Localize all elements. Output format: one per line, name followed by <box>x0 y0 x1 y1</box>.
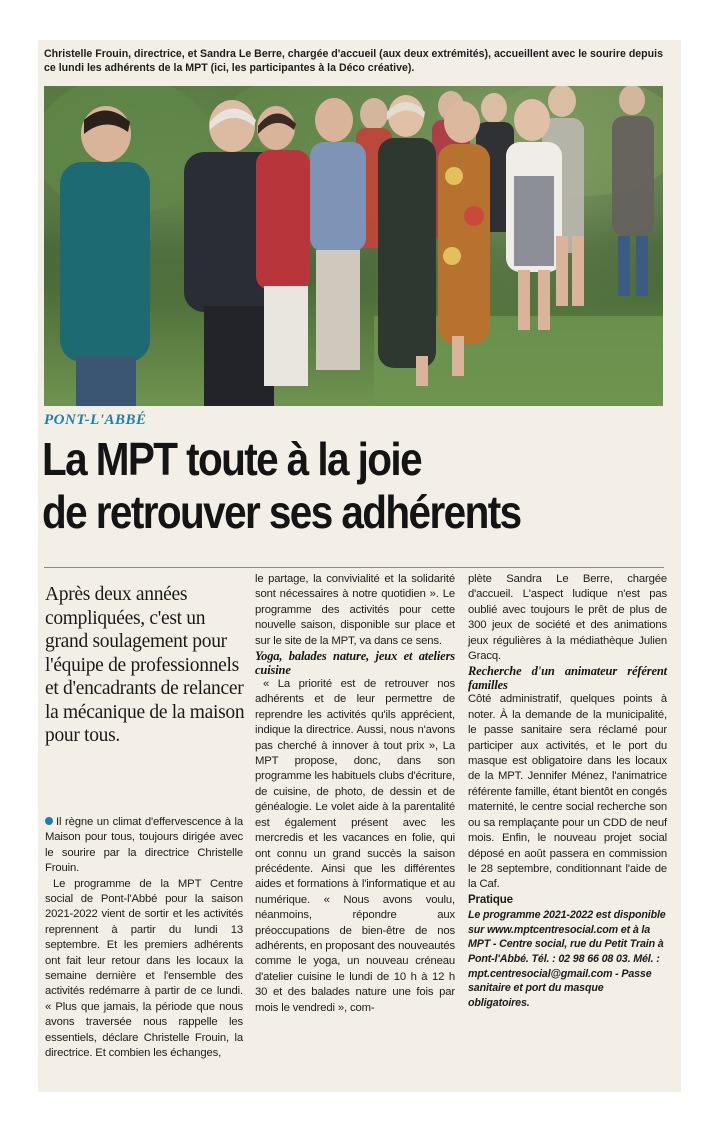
headline <box>42 433 605 539</box>
pratique-info: Le programme 2021-2022 est disponible sur www.mptcentresocial.com et à la MPT - Centre social, rue du Petit Train à Pont-l'Abbé. Tél. : 02 98 66 08 03. Mél. : mpt.centresocial@gmail.com - Passe sanitaire et port du masque obligatoires. <box>468 909 666 1009</box>
pratique-title: Pratique <box>468 893 513 906</box>
subheading-recherche: Recherche d'un animateur référent familles <box>468 664 667 693</box>
paragraph: le partage, la convivialité et la solidarité sont nécessaires à notre quotidien ». Le programme des activités pour cette nouvelle saison, disponible sur place et sur le site de la MPT, va dans ce sens. <box>255 573 455 647</box>
paragraph: Il règne un climat d'effervescence à la Maison pour tous, toujours dirigée avec le sourire par la directrice Christelle Frouin. <box>45 816 243 875</box>
paragraph: plète Sandra Le Berre, chargée d'accueil. L'aspect ludique n'est pas oublié avec toujours le prêt de plus de 300 jeux de société et des animations jeux régulières à la médiathèque Julien Gracq. <box>468 573 667 663</box>
group-photo <box>44 86 663 406</box>
bullet-icon <box>45 817 53 825</box>
headline-line-2: de retrouver ses adhérents <box>42 486 521 538</box>
article-column-1 <box>45 815 243 1062</box>
section-label: PONT-L'ABBÉ <box>44 412 147 428</box>
paragraph: Côté administratif, quelques points à noter. À la demande de la municipalité, le passe sanitaire sera réclamé pour participer aux activités, et le port du masque est obligatoire dans les locaux de la MPT. Jennifer Ménez, l'animatrice référente famille, étant bientôt en congés maternité, le centre social recherche son ou sa remplaçante pour un CDD de neuf mois. Enfin, le nouveau projet social déposé en août passera en commission le 28 septembre, conditionnant l'aide de la Caf. <box>468 693 667 891</box>
subheading-yoga: Yoga, balades nature, jeux et ateliers cuisine <box>255 649 455 678</box>
paragraph: Le programme de la MPT Centre social de Pont-l'Abbé pour la saison 2021-2022 vient de sortir et les activités reprennent à partir du lundi 13 septembre. Et les premiers adhérents ont fait leur retour dans les locaux la semaine dernière et l'ensemble des activités redémarre à partir de ce lundi. « Plus que jamais, la période que nous avons traversée nous rappelle les essentiels, déclare Christelle Frouin, la directrice. Et combien les échanges, <box>45 877 243 1060</box>
lead-paragraph: Après deux années compliquées, c'est un grand soulagement pour l'équipe de professionnels et d'encadrants de relancer la mécanique de la maison pour tous. <box>45 584 245 746</box>
headline-divider <box>44 567 664 568</box>
photo-caption: Christelle Frouin, directrice, et Sandra Le Berre, chargée d'accueil (aux deux extrémités), accueillent avec le sourire depuis ce lundi les adhérents de la MPT (ici, les participantes à la Déco créative). <box>44 48 663 74</box>
paragraph: « La priorité est de retrouver nos adhérents et de leur permettre de reprendre les activités qu'ils apprécient, indique la directrice. Aussi, nous n'avons pas cherché à innover à tout prix », La MPT propose, donc, dans son programme les habituels clubs d'écriture, de cuisine, de photo, de dessin et de généalogie. Le volet aide à la parentalité est également présent avec les mercredis et les vacances en folie, qui ont connu un grand succès la saison précédente. Ainsi que les différentes aides et formations à l'informatique et au numérique. « Nous avons voulu, néanmoins, répondre aux préoccupations de bien-être de nos adhérents, en proposant des nouveautés comme le yoga, un nouveau créneau d'atelier cuisine le lundi de 10 h à 12 h 30 et des balades nature une fois par mois le vendredi », com- <box>255 678 455 1014</box>
article-column-3 <box>468 572 667 1010</box>
article-column-2 <box>255 572 455 1016</box>
headline-line-1: La MPT toute à la joie <box>42 433 422 485</box>
group-photo-illustration <box>44 86 663 406</box>
